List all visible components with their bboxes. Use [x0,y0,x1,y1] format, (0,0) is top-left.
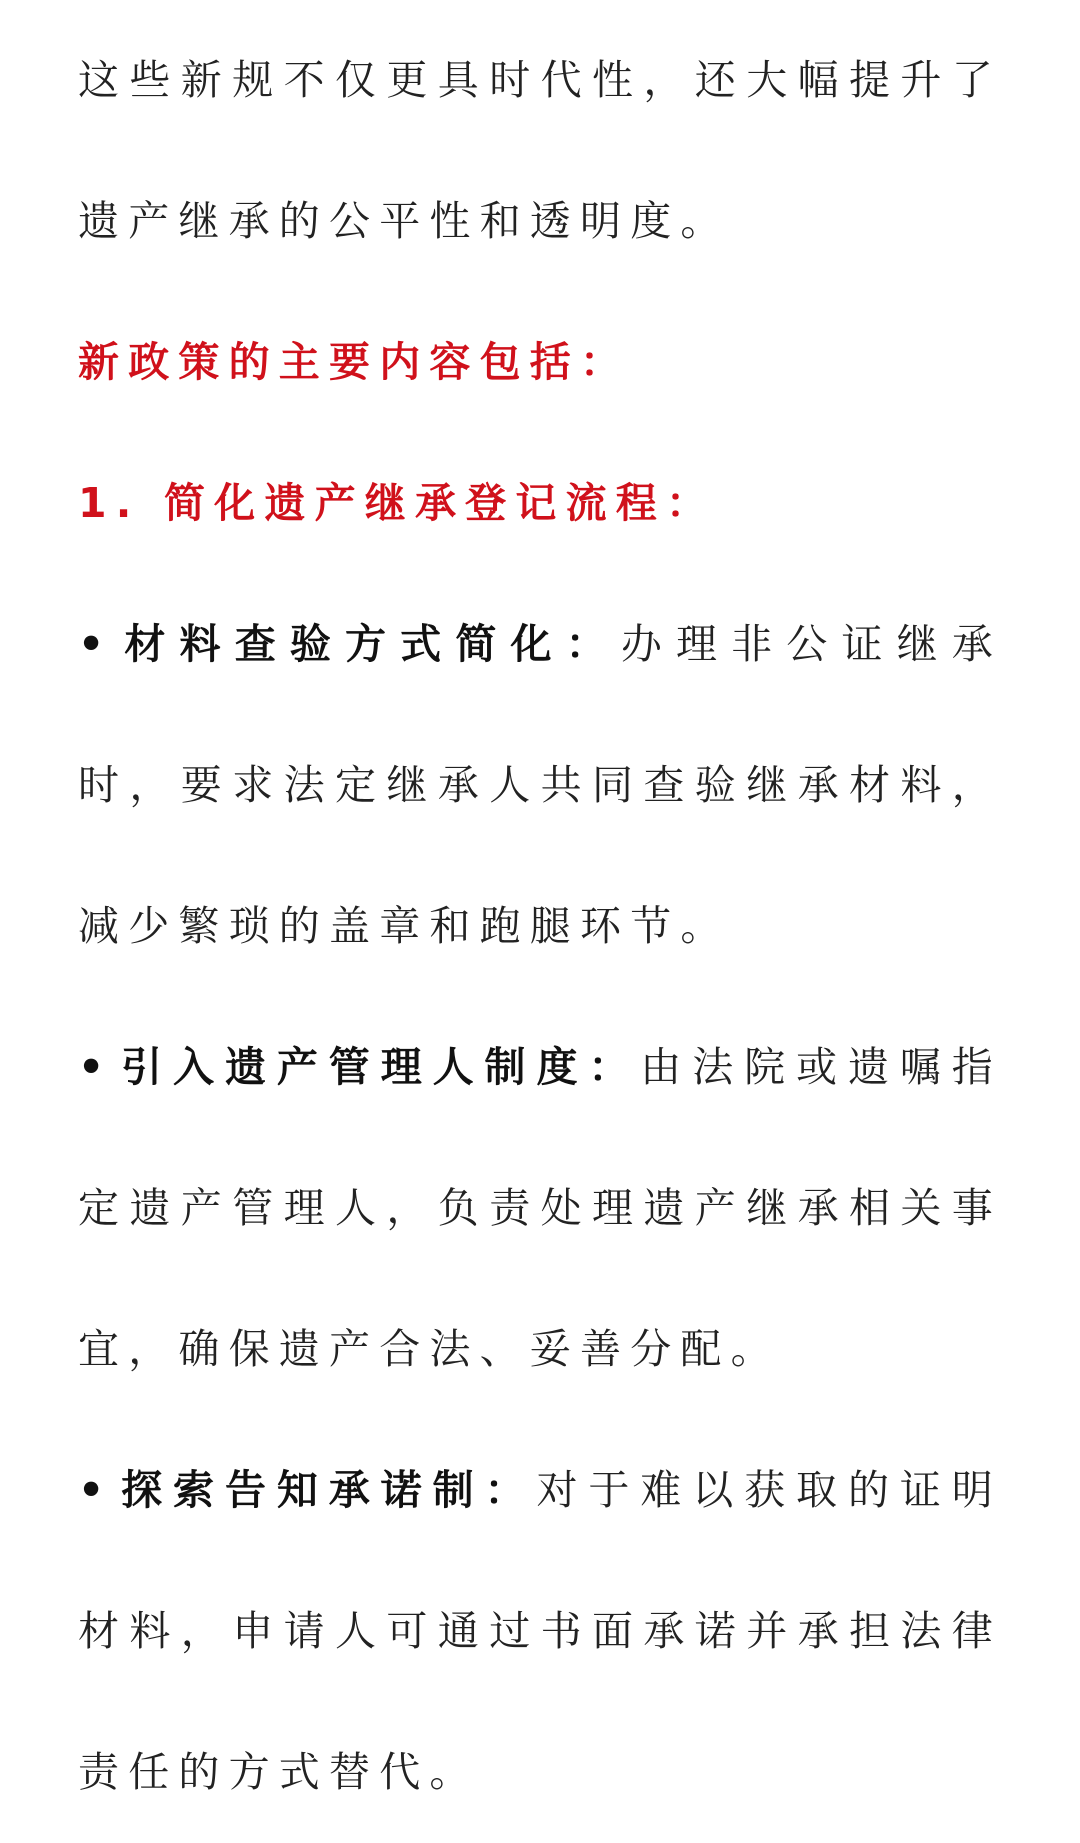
bullet-icon: • [78,1043,114,1091]
section-heading: 新政策的主要内容包括： [78,338,631,386]
list-item [78,574,1002,997]
item-title: 探索告知承诺制： [119,1466,537,1514]
item-text: 由法院或遗嘱指定遗产管理人，负责处理遗产继承相关事宜，确保遗产合法、妥善分配。 [78,1043,1002,1373]
subheading-step-1: 1. 简化遗产继承登记流程： [78,479,717,527]
list-item [78,997,1002,1420]
bullet-icon: • [78,620,114,668]
item-title: 引入遗产管理人制度： [119,1043,641,1091]
item-title: 材料查验方式简化： [119,620,621,668]
item-text: 对于难以获取的证明材料，申请人可通过书面承诺并承担法律责任的方式替代。 [78,1466,1002,1796]
intro-paragraph: 这些新规不仅更具时代性，还大幅提升了遗产继承的公平性和透明度。 [78,56,1002,245]
article-body [78,0,1002,1843]
bullet-icon: • [78,1466,114,1514]
list-item [78,1420,1002,1843]
item-text: 办理非公证继承时，要求法定继承人共同查验继承材料，减少繁琐的盖章和跑腿环节。 [78,620,1002,950]
